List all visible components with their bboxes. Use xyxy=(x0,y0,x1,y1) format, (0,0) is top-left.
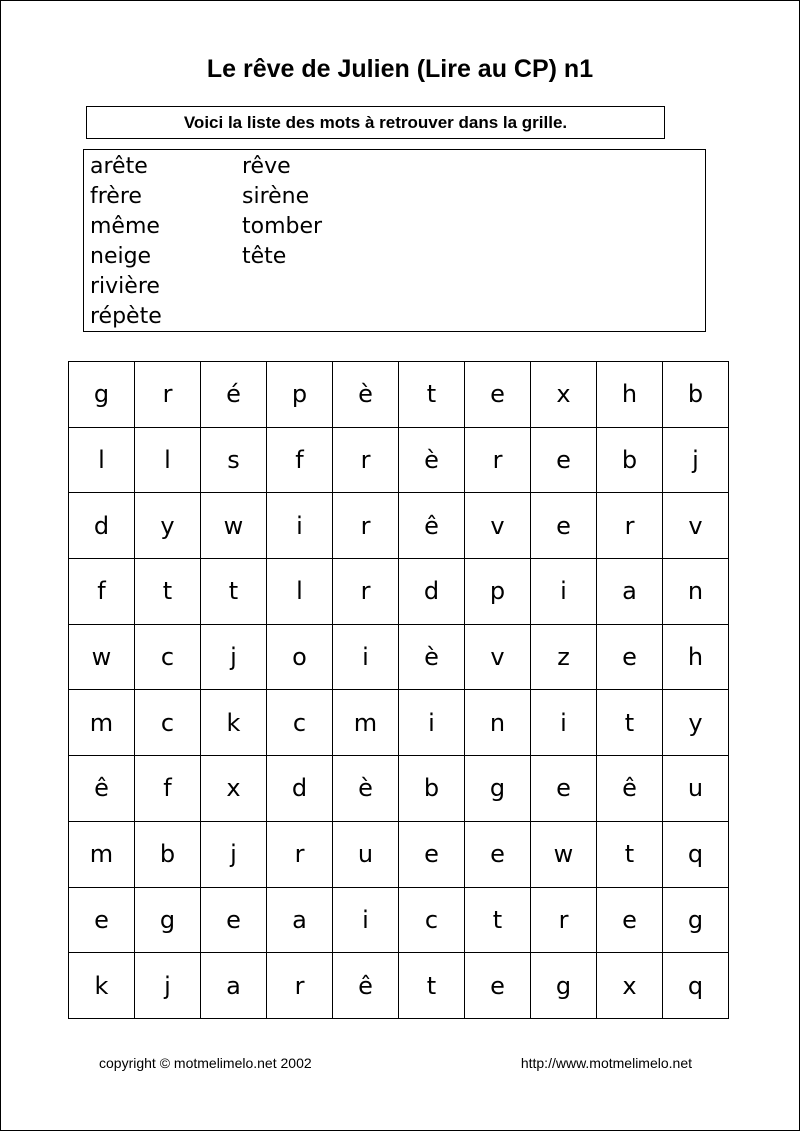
grid-cell: f xyxy=(134,755,200,821)
grid-cell: l xyxy=(134,427,200,493)
grid-cell: l xyxy=(266,558,332,624)
grid-cell: t xyxy=(596,821,662,887)
word-item: rêve xyxy=(242,154,291,179)
grid-cell: a xyxy=(200,952,266,1018)
grid-cell: r xyxy=(134,361,200,427)
grid-cell: ê xyxy=(332,952,398,1018)
copyright-text: copyright © motmelimelo.net 2002 xyxy=(99,1055,312,1071)
grid-cell: x xyxy=(200,755,266,821)
grid-cell: r xyxy=(530,887,596,953)
grid-cell: t xyxy=(596,689,662,755)
grid-cell: i xyxy=(332,624,398,690)
grid-cell: e xyxy=(596,624,662,690)
grid-cell: q xyxy=(662,952,728,1018)
grid-cell: g xyxy=(68,361,134,427)
grid-cell: e xyxy=(464,361,530,427)
grid-cell: a xyxy=(266,887,332,953)
grid-cell: e xyxy=(464,952,530,1018)
grid-cell: e xyxy=(68,887,134,953)
grid-cell: g xyxy=(662,887,728,953)
grid-cell: è xyxy=(398,624,464,690)
grid-cell: p xyxy=(266,361,332,427)
grid-cell: y xyxy=(662,689,728,755)
word-item: sirène xyxy=(242,184,310,209)
grid-cell: c xyxy=(398,887,464,953)
grid-cell: r xyxy=(332,492,398,558)
grid-cell: a xyxy=(596,558,662,624)
instruction-text: Voici la liste des mots à retrouver dans la grille. xyxy=(183,112,568,132)
word-item: même xyxy=(90,214,160,239)
grid-cell: j xyxy=(200,821,266,887)
word-item: tête xyxy=(242,244,287,269)
grid-cell: j xyxy=(134,952,200,1018)
grid-cell: s xyxy=(200,427,266,493)
grid-cell: i xyxy=(332,887,398,953)
grid-cell: p xyxy=(464,558,530,624)
grid-cell: t xyxy=(134,558,200,624)
grid-cell: d xyxy=(266,755,332,821)
grid-cell: c xyxy=(134,689,200,755)
grid-cell: h xyxy=(596,361,662,427)
grid-cell: e xyxy=(398,821,464,887)
word-item: rivière xyxy=(90,274,160,299)
grid-cell: é xyxy=(200,361,266,427)
word-list-box xyxy=(83,149,706,332)
grid-cell: v xyxy=(662,492,728,558)
grid-cell: g xyxy=(134,887,200,953)
grid-cell: t xyxy=(398,952,464,1018)
grid-cell: y xyxy=(134,492,200,558)
grid-cell: m xyxy=(332,689,398,755)
grid-cell: r xyxy=(464,427,530,493)
grid-cell: k xyxy=(200,689,266,755)
website-url: http://www.motmelimelo.net xyxy=(520,1055,692,1071)
grid-cell: i xyxy=(398,689,464,755)
grid-cell: f xyxy=(68,558,134,624)
grid-cell: ê xyxy=(398,492,464,558)
instruction-box xyxy=(86,106,665,139)
grid-cell: g xyxy=(530,952,596,1018)
grid-cell: e xyxy=(530,755,596,821)
grid-cell: m xyxy=(68,821,134,887)
grid-cell: b xyxy=(596,427,662,493)
grid-cell: i xyxy=(530,558,596,624)
grid-cell: m xyxy=(68,689,134,755)
word-item: répète xyxy=(90,304,162,329)
letter-grid xyxy=(68,361,729,1019)
grid-cell: b xyxy=(398,755,464,821)
grid-cell: r xyxy=(596,492,662,558)
grid-cell: r xyxy=(332,427,398,493)
grid-cell: o xyxy=(266,624,332,690)
word-item: tomber xyxy=(242,214,323,239)
grid-cell: d xyxy=(68,492,134,558)
grid-cell: d xyxy=(398,558,464,624)
grid-cell: w xyxy=(68,624,134,690)
grid-cell: x xyxy=(596,952,662,1018)
grid-cell: f xyxy=(266,427,332,493)
grid-cell: q xyxy=(662,821,728,887)
grid-cell: u xyxy=(662,755,728,821)
grid-cell: g xyxy=(464,755,530,821)
word-list-column-2 xyxy=(242,152,322,272)
grid-cell: j xyxy=(200,624,266,690)
grid-cell: w xyxy=(530,821,596,887)
grid-cell: v xyxy=(464,624,530,690)
grid-cell: k xyxy=(68,952,134,1018)
word-item: arête xyxy=(90,154,148,179)
word-item: neige xyxy=(90,244,152,269)
grid-cell: ê xyxy=(68,755,134,821)
grid-cell: v xyxy=(464,492,530,558)
grid-cell: t xyxy=(464,887,530,953)
grid-cell: e xyxy=(464,821,530,887)
grid-cell: e xyxy=(530,492,596,558)
grid-cell: c xyxy=(134,624,200,690)
grid-cell: è xyxy=(398,427,464,493)
grid-cell: e xyxy=(200,887,266,953)
grid-cell: è xyxy=(332,361,398,427)
grid-cell: x xyxy=(530,361,596,427)
grid-cell: h xyxy=(662,624,728,690)
grid-cell: r xyxy=(266,952,332,1018)
grid-cell: t xyxy=(398,361,464,427)
word-list-column-1 xyxy=(90,152,162,332)
grid-cell: è xyxy=(332,755,398,821)
grid-cell: z xyxy=(530,624,596,690)
grid-cell: r xyxy=(332,558,398,624)
grid-cell: r xyxy=(266,821,332,887)
word-item: frère xyxy=(90,184,142,209)
grid-cell: j xyxy=(662,427,728,493)
grid-cell: t xyxy=(200,558,266,624)
grid-cell: w xyxy=(200,492,266,558)
grid-cell: e xyxy=(530,427,596,493)
grid-cell: b xyxy=(662,361,728,427)
grid-cell: i xyxy=(266,492,332,558)
grid-cell: b xyxy=(134,821,200,887)
grid-cell: u xyxy=(332,821,398,887)
grid-cell: c xyxy=(266,689,332,755)
page-title: Le rêve de Julien (Lire au CP) n1 xyxy=(206,55,594,83)
grid-cell: n xyxy=(662,558,728,624)
grid-cell: n xyxy=(464,689,530,755)
grid-cell: l xyxy=(68,427,134,493)
grid-cell: e xyxy=(596,887,662,953)
grid-cell: ê xyxy=(596,755,662,821)
grid-cell: i xyxy=(530,689,596,755)
